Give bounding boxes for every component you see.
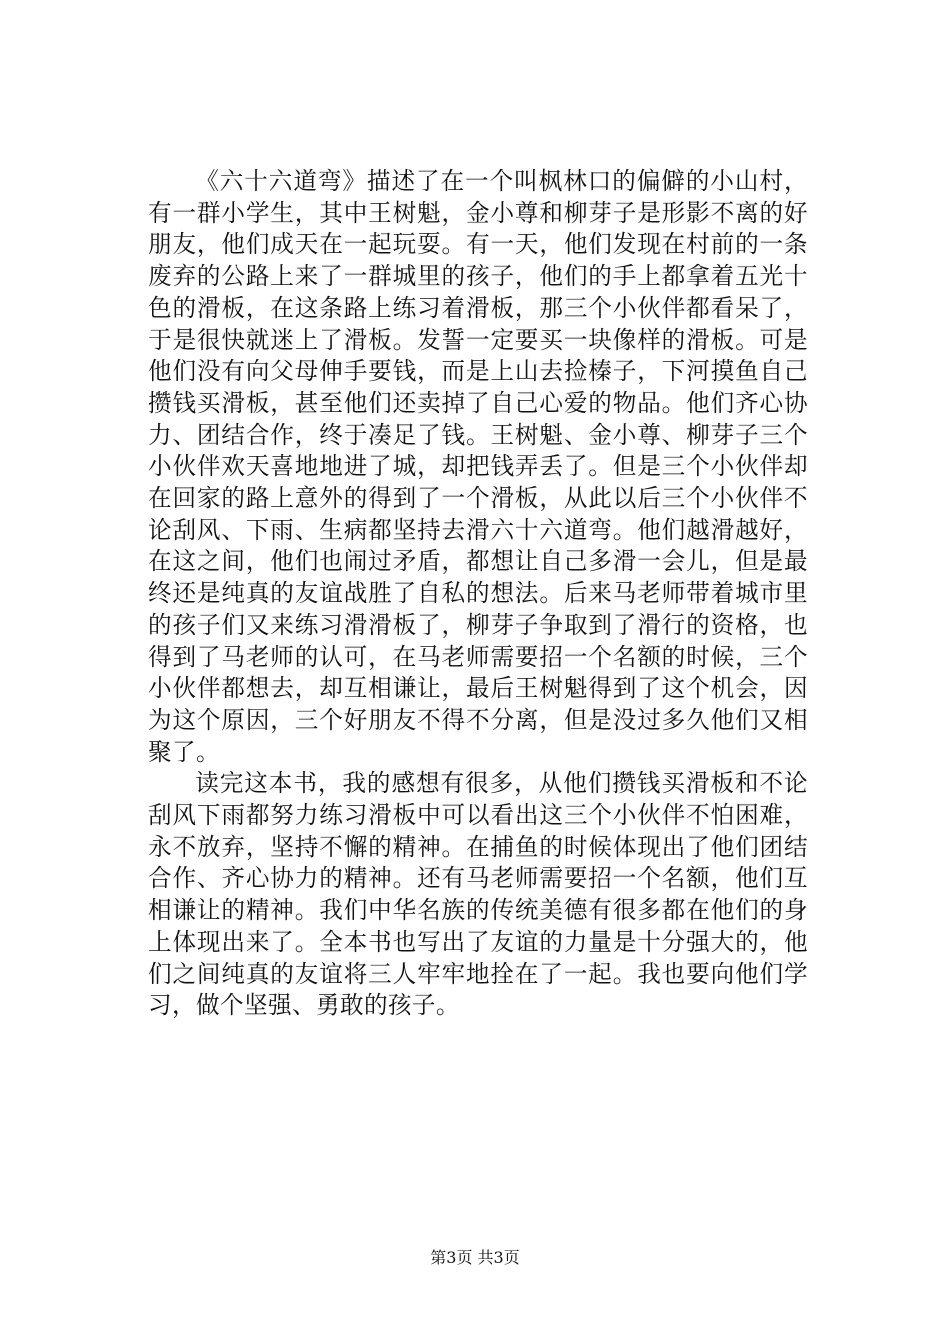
page-number-footer: 第3页 共3页 xyxy=(430,1248,520,1267)
document-body xyxy=(148,166,808,1022)
paragraph-reflection: 读完这本书，我的感想有很多，从他们攒钱买滑板和不论刮风下雨都努力练习滑板中可以看出这三个小伙伴不怕困难，永不放弃，坚持不懈的精神。在捕鱼的时候体现出了他们团结合作、齐心协力的精神。还有马老师需要招一个名额，他们互相谦让的精神。我们中华名族的传统美德有很多都在他们的身上体现出来了。全本书也写出了友谊的力量是十分强大的，他们之间纯真的友谊将三人牢牢地拴在了一起。我也要向他们学习，做个坚强、勇敢的孩子。 xyxy=(148,769,808,1020)
paragraph-summary: 《六十六道弯》描述了在一个叫枫林口的偏僻的小山村，有一群小学生，其中王树魁，金小尊和柳芽子是形影不离的好朋友，他们成天在一起玩耍。有一天，他们发现在村前的一条废弃的公路上来了一群城里的孩子，他们的手上都拿着五光十色的滑板，在这条路上练习着滑板，那三个小伙伴都看呆了，于是很快就迷上了滑板。发誓一定要买一块像样的滑板。可是他们没有向父母伸手要钱，而是上山去捡榛子，下河摸鱼自己攒钱买滑板，甚至他们还卖掉了自己心爱的物品。他们齐心协力、团结合作，终于凑足了钱。王树魁、金小尊、柳芽子三个小伙伴欢天喜地地进了城，却把钱弄丢了。但是三个小伙伴却在回家的路上意外的得到了一个滑板，从此以后三个小伙伴不论刮风、下雨、生病都坚持去滑六十六道弯。他们越滑越好，在这之间，他们也闹过矛盾，都想让自己多滑一会儿，但是最终还是纯真的友谊战胜了自私的想法。后来马老师带着城市里的孩子们又来练习滑滑板了，柳芽子争取到了滑行的资格，也得到了马老师的认可，在马老师需要招一个名额的时候，三个小伙伴都想去，却互相谦让，最后王树魁得到了这个机会，因为这个原因，三个好朋友不得不分离，但是没过多久他们又相聚了。 xyxy=(148,167,808,766)
